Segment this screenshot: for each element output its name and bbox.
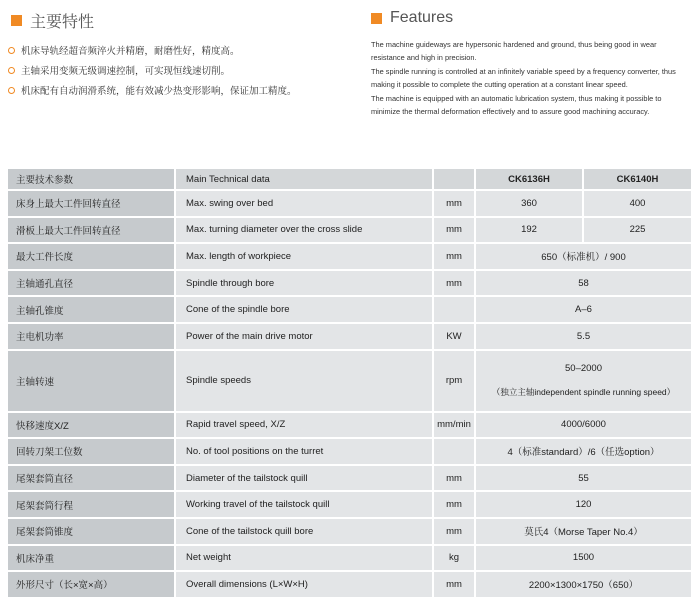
- param-value: A–6: [474, 297, 691, 324]
- en-title-text: Features: [390, 9, 454, 26]
- header-en: Main Technical data: [174, 169, 432, 191]
- param-en: Max. swing over bed: [174, 191, 432, 218]
- param-cn: 床身上最大工件回转直径: [8, 191, 174, 218]
- param-unit: mm: [432, 466, 474, 493]
- cn-title-text: 主要特性: [30, 14, 95, 31]
- circle-bullet-icon: [8, 47, 15, 54]
- param-value-model-2: 400: [582, 191, 691, 218]
- header-cn: 主要技术参数: [8, 169, 174, 191]
- cn-feature-list: [8, 40, 297, 100]
- param-en: Spindle speeds: [174, 351, 432, 413]
- param-value: 5.5: [474, 324, 691, 351]
- param-unit: mm: [432, 492, 474, 519]
- paragraph: The machine guideways are hypersonic hardened and ground, thus being good in wear resistance and high in precision.: [371, 40, 657, 63]
- param-cn: 主轴孔锥度: [8, 297, 174, 324]
- param-unit: [432, 297, 474, 324]
- param-cn: 尾架套筒锥度: [8, 519, 174, 546]
- param-value: 650（标准机）/ 900: [474, 244, 691, 271]
- param-value: 2200×1300×1750（650）: [474, 572, 691, 599]
- param-value: 莫氏4（Morse Taper No.4）: [474, 519, 691, 546]
- param-unit: KW: [432, 324, 474, 351]
- param-cn: 主轴通孔直径: [8, 271, 174, 298]
- param-value-model-2: 225: [582, 218, 691, 245]
- param-value: 120: [474, 492, 691, 519]
- param-unit: kg: [432, 546, 474, 573]
- param-value-model-1: 192: [474, 218, 582, 245]
- list-item: 机床配有自动润滑系统，能有效减少热变形影响，保证加工精度。: [8, 80, 297, 100]
- param-en: Max. turning diameter over the cross slide: [174, 218, 432, 245]
- param-unit: [432, 439, 474, 466]
- param-cn: 主轴转速: [8, 351, 174, 413]
- orange-square-icon: [371, 13, 382, 24]
- param-en: Diameter of the tailstock quill: [174, 466, 432, 493]
- param-cn: 主电机功率: [8, 324, 174, 351]
- en-feature-text: [371, 38, 691, 118]
- param-cn: 尾架套筒行程: [8, 492, 174, 519]
- param-value: 58: [474, 271, 691, 298]
- table-row: [8, 413, 691, 440]
- value-note: （独立主轴independent spindle running speed）: [491, 387, 676, 398]
- param-unit: rpm: [432, 351, 474, 413]
- param-unit: mm: [432, 244, 474, 271]
- table-row: [8, 244, 691, 271]
- table-row: [8, 351, 691, 413]
- table-row: [8, 218, 691, 245]
- param-cn: 机床净重: [8, 546, 174, 573]
- table-row: [8, 519, 691, 546]
- header-unit: [432, 169, 474, 191]
- param-en: Max. length of workpiece: [174, 244, 432, 271]
- list-item: 机床导轨经超音频淬火并精磨，耐磨性好，精度高。: [8, 40, 297, 60]
- param-en: Overall dimensions (L×W×H): [174, 572, 432, 599]
- table-row: [8, 439, 691, 466]
- param-en: Power of the main drive motor: [174, 324, 432, 351]
- cn-section-title: [11, 9, 94, 32]
- spec-table: [8, 169, 691, 599]
- value-main: 50–2000: [565, 363, 602, 375]
- param-value: 55: [474, 466, 691, 493]
- param-en: Working travel of the tailstock quill: [174, 492, 432, 519]
- paragraph: The machine is equipped with an automatic lubrication system, thus making it possible to minimize the thermal deformation effectively and to assure good machining accuracy.: [371, 93, 662, 117]
- table-row: [8, 324, 691, 351]
- param-value-model-1: 360: [474, 191, 582, 218]
- header-model-2: CK6140H: [582, 169, 691, 191]
- table-row: [8, 492, 691, 519]
- param-en: Rapid travel speed, X/Z: [174, 413, 432, 440]
- circle-bullet-icon: [8, 87, 15, 94]
- param-cn: 快移速度X/Z: [8, 413, 174, 440]
- param-cn: 回转刀架工位数: [8, 439, 174, 466]
- table-row: [8, 271, 691, 298]
- param-unit: mm/min: [432, 413, 474, 440]
- table-header-row: [8, 169, 691, 191]
- param-unit: mm: [432, 572, 474, 599]
- param-unit: mm: [432, 191, 474, 218]
- table-row: [8, 466, 691, 493]
- param-unit: mm: [432, 519, 474, 546]
- param-value: 4000/6000: [474, 413, 691, 440]
- param-value: [474, 351, 691, 413]
- param-en: Cone of the tailstock quill bore: [174, 519, 432, 546]
- param-cn: 外形尺寸（长×宽×高）: [8, 572, 174, 599]
- en-section-title: [371, 9, 453, 27]
- param-unit: mm: [432, 271, 474, 298]
- orange-square-icon: [11, 15, 22, 26]
- header-model-1: CK6136H: [474, 169, 582, 191]
- param-en: No. of tool positions on the turret: [174, 439, 432, 466]
- list-item: 主轴采用变频无级调速控制，可实现恒线速切削。: [8, 60, 297, 80]
- table-row: [8, 297, 691, 324]
- table-row: [8, 191, 691, 218]
- param-unit: mm: [432, 218, 474, 245]
- param-cn: 最大工件长度: [8, 244, 174, 271]
- circle-bullet-icon: [8, 67, 15, 74]
- param-cn: 尾架套筒直径: [8, 466, 174, 493]
- param-en: Cone of the spindle bore: [174, 297, 432, 324]
- param-en: Net weight: [174, 546, 432, 573]
- param-value: 1500: [474, 546, 691, 573]
- param-cn: 滑板上最大工件回转直径: [8, 218, 174, 245]
- table-row: [8, 572, 691, 599]
- table-row: [8, 546, 691, 573]
- param-en: Spindle through bore: [174, 271, 432, 298]
- param-value: 4（标准standard）/6（任选option）: [474, 439, 691, 466]
- paragraph: The spindle running is controlled at an infinitely variable speed by a frequency converter, thus making it possible to complete the cutting operation at a constant linear speed.: [371, 66, 676, 90]
